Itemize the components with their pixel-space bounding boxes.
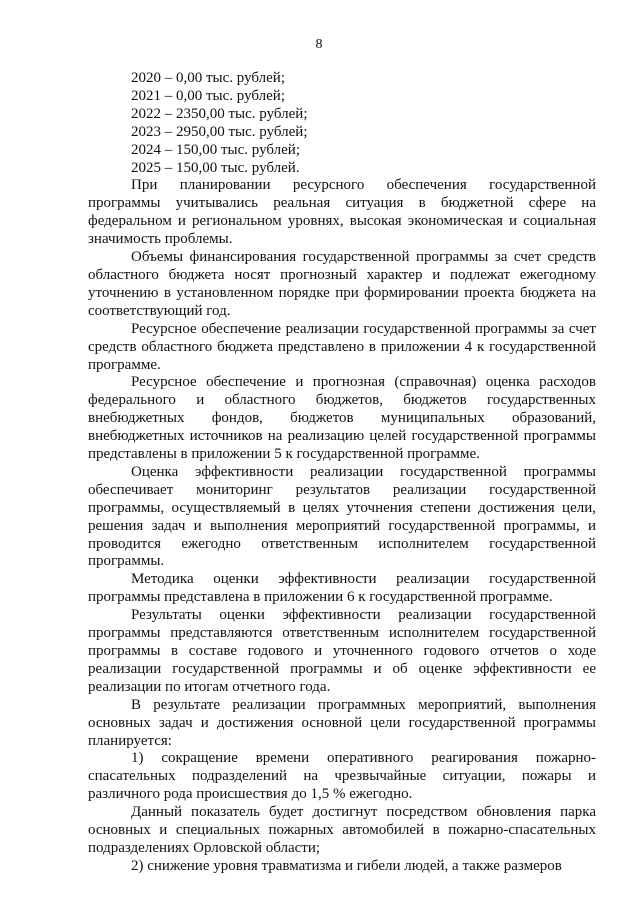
paragraph-efficiency-assessment: Оценка эффективности реализации государственной программы обеспечивает мониторинг результатов реализации государственной программы, осуществляемый в целях уточнения степени достижения цели, решения задач и выполнения мероприятий государственной программы, и проводится ежегодно ответственным исполнителем государственной программы. bbox=[88, 463, 596, 570]
paragraph-resource-appendix-4: Ресурсное обеспечение реализации государственной программы за счет средств областного бюджета представлено в приложении 4 к государственной программе. bbox=[88, 320, 596, 373]
budget-line-2024: 2024 – 150,00 тыс. рублей; bbox=[131, 141, 300, 158]
budget-line-2023: 2023 – 2950,00 тыс. рублей; bbox=[131, 123, 308, 140]
budget-line-2022: 2022 – 2350,00 тыс. рублей; bbox=[131, 105, 308, 122]
paragraph-results: Результаты оценки эффективности реализации государственной программы представляются ответственным исполнителем государственной программы в составе годового и уточненного годового отчетов о ходе реализации государственной программы и об оценке эффективности ее реализации по итогам отчетного года. bbox=[88, 607, 596, 695]
paragraph-resource-appendix-5: Ресурсное обеспечение и прогнозная (справочная) оценка расходов федерального и областного бюджетов, бюджетов государственных внебюджетных фондов, бюджетов муниципальных образований, внебюджетных источников на реализацию целей государственной программы представлены в приложении 5 к государственной программе. bbox=[88, 374, 596, 463]
budget-list bbox=[88, 70, 596, 177]
paragraph-indicator-achievement: Данный показатель будет достигнут посредством обновления парка основных и специальных пожарных автомобилей в пожарно-спасательных подразделениях Орловской области; bbox=[88, 804, 596, 856]
page-number: 8 bbox=[315, 37, 323, 52]
paragraph-financing-volumes: Объемы финансирования государственной программы за счет средств областного бюджета носят прогнозный характер и подлежат ежегодному уточнению в установленном порядке при формировании проекта бюджета на соответствующий год. bbox=[88, 249, 596, 319]
paragraph-outcome-1: 1) сокращение времени оперативного реагирования пожарно-спасательных подразделений на чрезвычайные ситуации, пожары и различного рода происшествия до 1,5 % ежегодно. bbox=[88, 750, 596, 803]
budget-line-2020: 2020 – 0,00 тыс. рублей; bbox=[131, 70, 285, 86]
budget-line-2021: 2021 – 0,00 тыс. рублей; bbox=[131, 87, 285, 104]
budget-line-2025: 2025 – 150,00 тыс. рублей. bbox=[131, 159, 300, 176]
document-body bbox=[88, 70, 596, 876]
paragraph-methodology: Методика оценки эффективности реализации государственной программы представлена в приложении 6 к государственной программе. bbox=[88, 571, 596, 606]
paragraph-planning: При планировании ресурсного обеспечения государственной программы учитывались реальная ситуация в бюджетной сфере на федеральном и региональном уровнях, высокая экономическая и социальная значимость проблемы. bbox=[88, 177, 596, 248]
paragraph-planned-outcomes: В результате реализации программных мероприятий, выполнения основных задач и достижения основной цели государственной программы планируется: bbox=[88, 696, 596, 749]
paragraph-outcome-2: 2) снижение уровня травматизма и гибели людей, а также размеров bbox=[131, 857, 562, 874]
